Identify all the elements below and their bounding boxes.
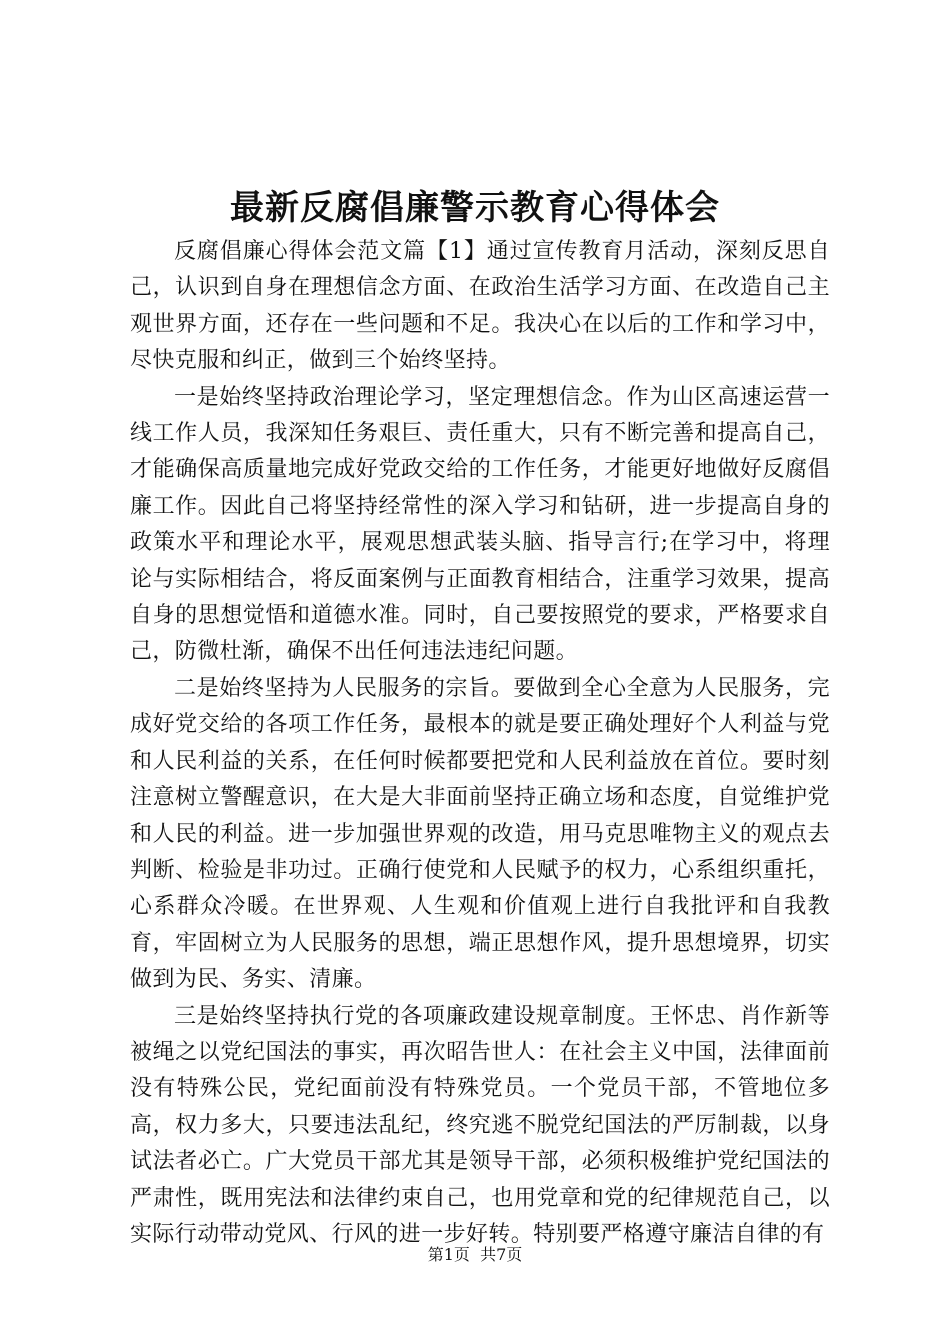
page-footer xyxy=(0,1244,950,1266)
document-title: 最新反腐倡廉警示教育心得体会 xyxy=(230,188,720,228)
page-number: 第1页 xyxy=(427,1245,470,1264)
paragraph-intro: 反腐倡廉心得体会范文篇【1】通过宣传教育月活动，深刻反思自己，认识到自身在理想信念方面、在政治生活学习方面、在改造自己主观世界方面，还存在一些问题和不足。我决心在以后的工作和学习中，尽快克服和纠正，做到三个始终坚持。 xyxy=(130,239,830,374)
paragraph-point-one: 一是始终坚持政治理论学习，坚定理想信念。作为山区高速运营一线工作人员，我深知任务艰巨、责任重大，只有不断完善和提高自己，才能确保高质量地完成好党政交给的工作任务，才能更好地做好反腐倡廉工作。因此自己将坚持经常性的深入学习和钻研，进一步提高自身的政策水平和理论水平，展观思想武装头脑、指导言行;在学习中，将理论与实际相结合，将反面案例与正面教育相结合，注重学习效果，提高自身的思想觉悟和道德水准。同时，自己要按照党的要求，严格要求自己，防微杜渐，确保不出任何违法违纪问题。 xyxy=(130,384,830,665)
paragraph-point-three: 三是始终坚持执行党的各项廉政建设规章制度。王怀忠、肖作新等被绳之以党纪国法的事实，再次昭告世人：在社会主义中国，法律面前没有特殊公民，党纪面前没有特殊党员。一个党员干部，不管地位多高，权力多大，只要违法乱纪，终究逃不脱党纪国法的严厉制裁，以身试法者必亡。广大党员干部尤其是领导干部，必须积极维护党纪国法的严肃性，既用宪法和法律约束自己，也用党章和党的纪律规范自己，以实际行动带动党风、行风的进一步好转。特别要严格遵守廉洁自律的有 xyxy=(130,1003,830,1247)
footer-spacer xyxy=(470,1245,480,1264)
paragraph-point-two: 二是始终坚持为人民服务的宗旨。要做到全心全意为人民服务，完成好党交给的各项工作任务，最根本的就是要正确处理好个人利益与党和人民利益的关系，在任何时候都要把党和人民利益放在首位。要时刻注意树立警醒意识，在大是大非面前坚持正确立场和态度，自觉维护党和人民的利益。进一步加强世界观的改造，用马克思唯物主义的观点去判断、检验是非功过。正确行使党和人民赋予的权力，心系组织重托，心系群众冷暖。在世界观、人生观和价值观上进行自我批评和自我教育，牢固树立为人民服务的思想，端正思想作风，提升思想境界，切实做到为民、务实、清廉。 xyxy=(130,675,830,993)
page-total: 共7页 xyxy=(480,1245,523,1264)
document-body xyxy=(130,234,830,1253)
